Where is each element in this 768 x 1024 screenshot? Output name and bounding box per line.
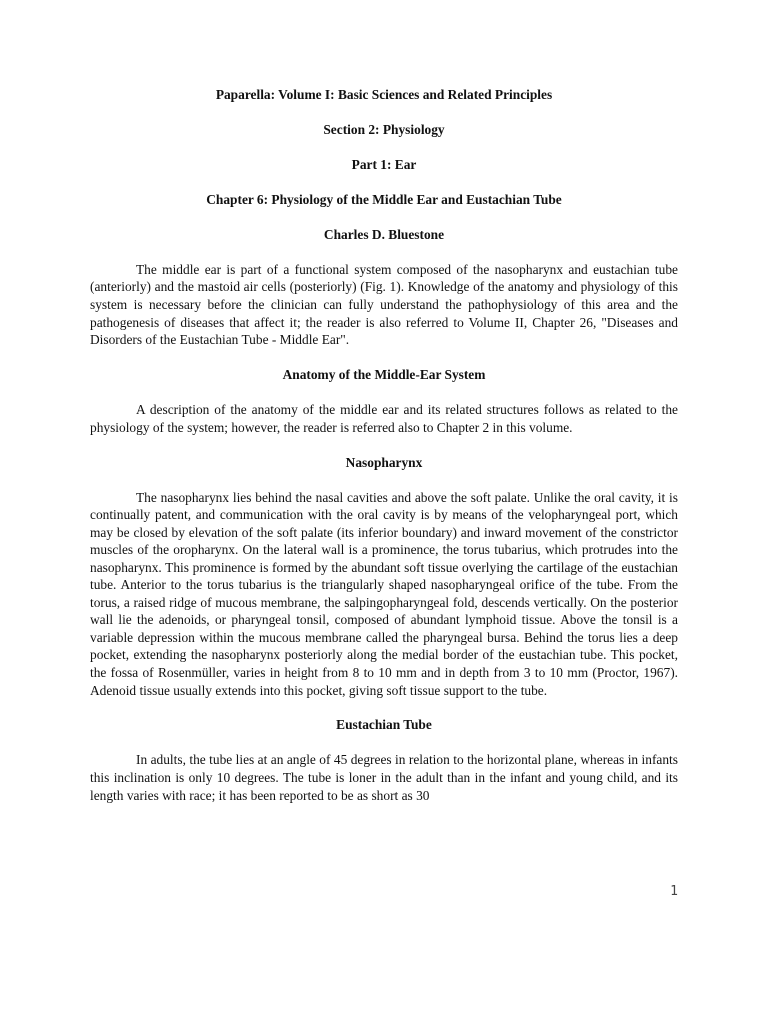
chapter-title: Chapter 6: Physiology of the Middle Ear and Eustachian Tube [206,191,562,207]
nasopharynx-heading: Nasopharynx [345,454,423,470]
anatomy-paragraph: A description of the anatomy of the middle ear and its related structures follows as related to the physiology of the system; however, the reader is referred also to Chapter 2 in this volume. [90,402,678,435]
section-title: Section 2: Physiology [323,121,445,137]
page-content [90,86,678,804]
book-title: Paparella: Volume I: Basic Sciences and Related Principles [215,87,553,102]
eustachian-tube-paragraph: In adults, the tube lies at an angle of 45 degrees in relation to the horizontal plane, whereas in infants this inclination is only 10 degrees. The tube is loner in the adult than in the infant and young child, and its length varies with race; it has been reported to be as short as 30 [90,752,678,803]
page-number: 1 [670,884,678,899]
part-title: Part 1: Ear [351,156,417,172]
intro-paragraph: The middle ear is part of a functional system composed of the nasopharynx and eustachian tube (anteriorly) and the mastoid air cells (posteriorly) (Fig. 1). Knowledge of the anatomy and physiology of this system is necessary before the clinician can fully understand the pathophysiology of this area and the pathogenesis of diseases that affect it; the reader is also referred to Volume II, Chapter 26, "Diseases and Disorders of the Eustachian Tube - Middle Ear". [90,261,678,348]
eustachian-tube-heading: Eustachian Tube [336,717,432,733]
anatomy-heading: Anatomy of the Middle-Ear System [282,367,486,383]
author-name: Charles D. Bluestone [323,226,445,242]
nasopharynx-paragraph: The nasopharynx lies behind the nasal cavities and above the soft palate. Unlike the oral cavity, it is continually patent, and communication with the oral cavity is by means of the velopharyngeal port, which may be closed by elevation of the soft palate (its inferior boundary) and inward movement of the constrictor muscles of the oropharynx. On the lateral wall is a prominence, the torus tubarius, which protrudes into the nasopharynx. This prominence is formed by the abundant soft tissue overlying the cartilage of the eustachian tube. Anterior to the torus tubarius is the triangularly shaped nasopharyngeal orifice of the tube. From the torus, a raised ridge of mucous membrane, the salpingopharyngeal fold, descends vertically. On the posterior wall lie the adenoids, or pharyngeal tonsil, composed of abundant lymphoid tissue. Above the tonsil is a variable depression within the mucous membrane called the pharyngeal bursa. Behind the torus lies a deep pocket, extending the nasopharynx posteriorly along the medial border of the eustachian tube. This pocket, the fossa of Rosenmüller, varies in height from 8 to 10 mm and in depth from 3 to 10 mm (Proctor, 1967). Adenoid tissue usually extends into this pocket, giving soft tissue support to the tube. [90,489,678,698]
